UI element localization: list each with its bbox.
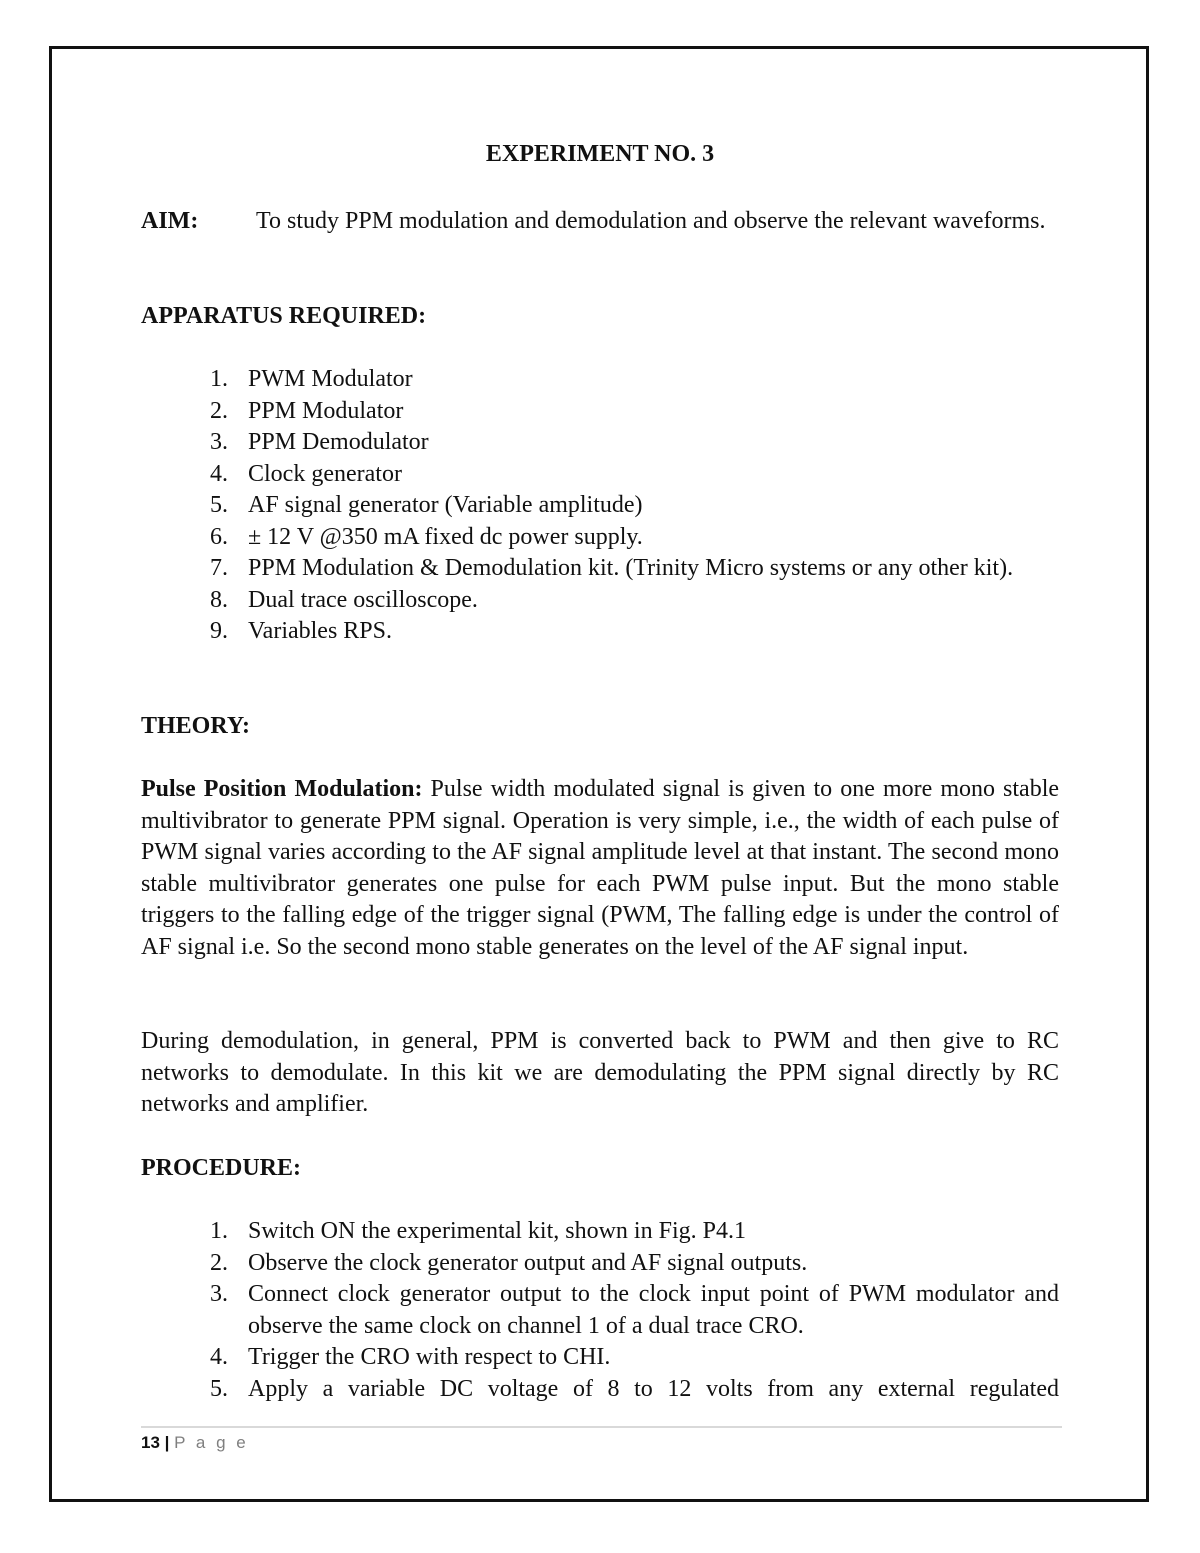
item-number: 3. xyxy=(210,429,228,455)
item-number: 4. xyxy=(210,460,228,487)
list-item xyxy=(141,1374,1059,1406)
list-item xyxy=(141,427,1059,459)
theory-heading: THEORY: xyxy=(141,713,250,739)
list-item xyxy=(141,616,1059,648)
item-number: 1. xyxy=(210,366,228,392)
item-number: 8. xyxy=(210,586,228,613)
list-item xyxy=(141,1342,1059,1374)
item-number: 1. xyxy=(210,1218,228,1244)
item-number: 9. xyxy=(210,618,228,644)
list-item xyxy=(141,1216,1059,1248)
item-text: AF signal generator (Variable amplitude) xyxy=(248,492,643,518)
list-item xyxy=(141,490,1059,522)
list-item xyxy=(141,1248,1059,1280)
list-item xyxy=(141,553,1059,585)
footer-rule xyxy=(141,1426,1062,1428)
theory-paragraph-demod: During demodulation, in general, PPM is converted back to PWM and then give to RC networks to demodulate. In this kit we are demodulating the PPM signal directly by RC networks and amplifier. xyxy=(141,1028,1059,1117)
apparatus-heading: APPARATUS REQUIRED: xyxy=(141,303,427,329)
item-text: PPM Modulation & Demodulation kit. (Trinity Micro systems or any other kit). xyxy=(248,555,1014,581)
item-text: PPM Demodulator xyxy=(248,429,429,455)
item-number: 7. xyxy=(210,555,228,581)
item-text: Trigger the CRO with respect to CHI. xyxy=(248,1344,611,1370)
item-text: PWM Modulator xyxy=(248,366,413,392)
item-number: 2. xyxy=(210,397,228,424)
item-text: Apply a variable DC voltage of 8 to 12 volts from any external regulated xyxy=(248,1375,1059,1402)
page-number: 13 xyxy=(141,1433,160,1452)
list-item xyxy=(141,396,1059,428)
item-number: 3. xyxy=(210,1281,228,1307)
apparatus-list-container xyxy=(141,364,1059,648)
procedure-list xyxy=(141,1216,1059,1405)
item-text: Clock generator xyxy=(248,460,402,487)
aim-section xyxy=(141,206,1059,238)
list-item xyxy=(141,364,1059,396)
item-number: 6. xyxy=(210,523,228,550)
page-title: EXPERIMENT NO. 3 xyxy=(485,141,715,167)
ppm-label: Pulse Position Modulation: xyxy=(141,776,423,802)
list-item xyxy=(141,1279,1059,1342)
item-text: ± 12 V @350 mA fixed dc power supply. xyxy=(248,523,643,550)
procedure-list-container xyxy=(141,1216,1059,1405)
item-text: Observe the clock generator output and AF signal outputs. xyxy=(248,1249,808,1276)
page-footer xyxy=(141,1433,249,1453)
item-text: Switch ON the experimental kit, shown in Fig. P4.1 xyxy=(248,1218,746,1244)
aim-label: AIM: xyxy=(141,208,199,234)
item-number: 5. xyxy=(210,1375,228,1402)
ppm-text: Pulse width modulated signal is given to one more mono stable multivibrator to generate PPM signal. Operation is very simple, i.e., the width of each pulse of PWM signal varies according to the AF signal amplitude level at that instant. The second mono stable multivibrator generates one pulse for each PWM pulse input. But the mono stable triggers to the falling edge of the trigger signal (PWM, The falling edge is under the control of AF signal i.e. So the second mono stable generates on the level of the AF signal input. xyxy=(141,776,1060,960)
footer-separator: | xyxy=(164,1433,170,1452)
apparatus-list xyxy=(141,364,1059,648)
item-number: 4. xyxy=(210,1344,228,1370)
item-text: PPM Modulator xyxy=(248,397,404,424)
list-item xyxy=(141,585,1059,617)
item-text: Connect clock generator output to the clock input point of PWM modulator and observe the same clock on channel 1 of a dual trace CRO. xyxy=(248,1281,1059,1339)
item-number: 5. xyxy=(210,492,228,518)
item-number: 2. xyxy=(210,1249,228,1276)
aim-text: To study PPM modulation and demodulation and observe the relevant waveforms. xyxy=(256,208,1046,234)
page-word: P a g e xyxy=(174,1433,249,1452)
item-text: Variables RPS. xyxy=(248,618,392,644)
item-text: Dual trace oscilloscope. xyxy=(248,586,478,613)
list-item xyxy=(141,522,1059,554)
list-item xyxy=(141,459,1059,491)
theory-paragraph-ppm xyxy=(141,774,1059,963)
procedure-heading: PROCEDURE: xyxy=(141,1155,301,1181)
